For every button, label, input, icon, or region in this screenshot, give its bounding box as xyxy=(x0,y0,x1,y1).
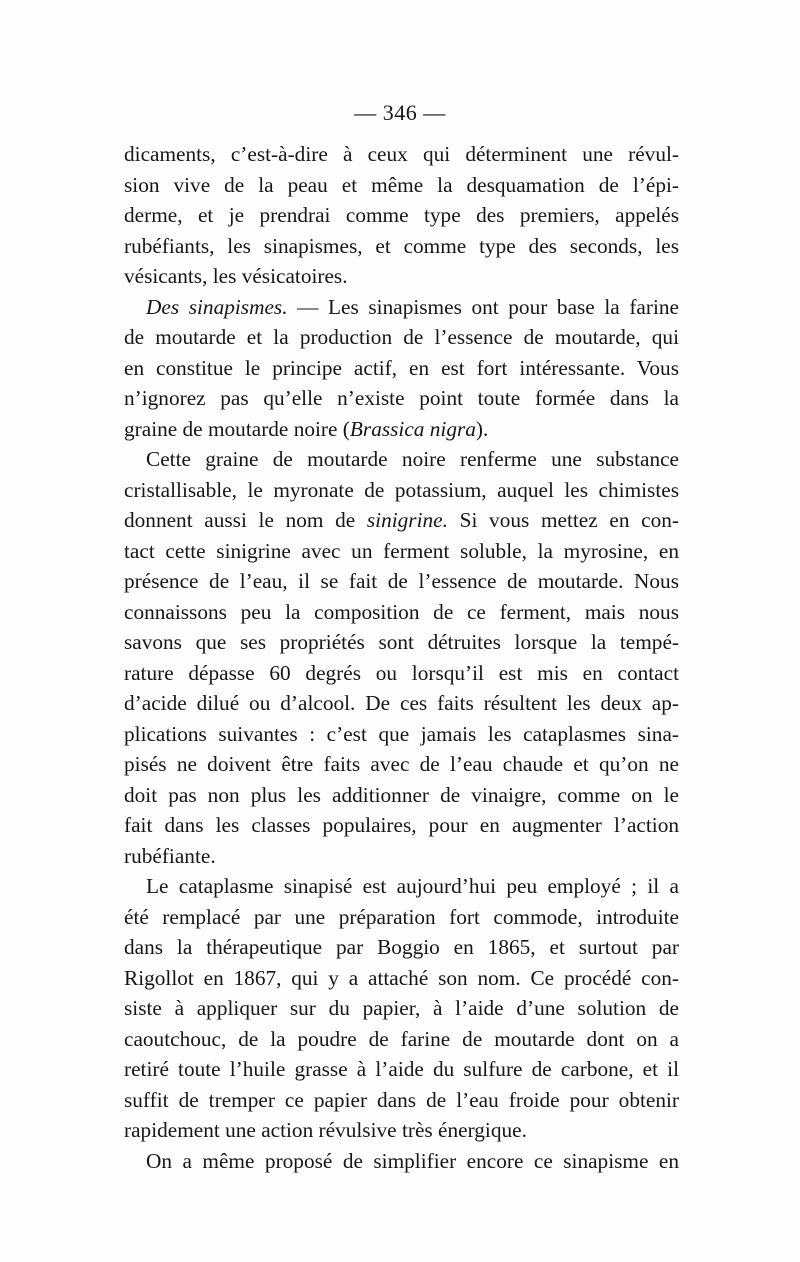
paragraph-lines xyxy=(124,139,679,1176)
text-line: fait dans les classes populaires, pour en augmenter l’action xyxy=(124,813,679,837)
text-line: vésicants, les vésicatoires. xyxy=(124,264,348,288)
text-line: présence de l’eau, il se fait de l’essence de moutarde. Nous xyxy=(124,569,679,593)
text-line: Cette graine de moutarde noire renferme une substance xyxy=(146,447,679,471)
text-line: rapidement une action révulsive très énergique. xyxy=(124,1118,527,1142)
text-line: Des sinapismes. — Les sinapismes ont pour base la farine xyxy=(146,294,679,319)
text-line: été remplacé par une préparation fort commode, introduite xyxy=(124,904,679,929)
text-line: donnent aussi le nom de sinigrine. Si vous mettez en con- xyxy=(124,508,679,532)
text-line: cristallisable, le myronate de potassium, auquel les chimistes xyxy=(124,477,679,502)
text-line: rubéfiants, les sinapismes, et comme type des seconds, les xyxy=(124,233,679,258)
italic-term: Brassica nigra xyxy=(349,416,476,441)
text-line: siste à appliquer sur du papier, à l’aide d’une solution de xyxy=(124,996,679,1020)
text-line: doit pas non plus les additionner de vinaigre, comme on le xyxy=(124,782,679,807)
text-line: en constitue le principe actif, en est fort intéressante. Vous xyxy=(124,355,679,380)
text-line: retiré toute l’huile grasse à l’aide du sulfure de carbone, et il xyxy=(124,1057,679,1081)
text-line: dans la thérapeutique par Boggio en 1865, et surtout par xyxy=(124,935,679,959)
text-line: plications suivantes : c’est que jamais les cataplasmes sina- xyxy=(124,721,679,746)
text-line: Le cataplasme sinapisé est aujourd’hui peu employé ; il a xyxy=(146,874,679,898)
text-line: rubéfiante. xyxy=(124,843,216,868)
body-text xyxy=(124,139,679,1176)
italic-heading: Des sinapismes. xyxy=(146,294,288,319)
text-line: savons que ses propriétés sont détruites lorsque la tempé- xyxy=(124,630,679,654)
page-number: — 346 — xyxy=(354,100,446,125)
text-line: pisés ne doivent être faits avec de l’eau chaude et qu’on ne xyxy=(124,752,679,776)
text-line: n’ignorez pas qu’elle n’existe point toute formée dans la xyxy=(124,386,679,410)
text-line: graine de moutarde noire (Brassica nigra). xyxy=(124,416,489,441)
text-line: Rigollot en 1867, qui y a attaché son nom. Ce procédé con- xyxy=(124,965,679,990)
text-line: connaissons peu la composition de ce ferment, mais nous xyxy=(124,599,679,624)
italic-term: sinigrine. xyxy=(366,508,448,532)
text-line: de moutarde et la production de l’essence de moutarde, qui xyxy=(124,325,679,349)
text-line: caoutchouc, de la poudre de farine de moutarde dont on a xyxy=(124,1026,679,1051)
text-line: rature dépasse 60 degrés ou lorsqu’il est mis en contact xyxy=(124,660,679,685)
text-line: tact cette sinigrine avec un ferment soluble, la myrosine, en xyxy=(124,538,679,563)
text-line: On a même proposé de simplifier encore ce sinapisme en xyxy=(146,1148,679,1173)
text-line: sion vive de la peau et même la desquamation de l’épi- xyxy=(124,172,679,197)
text-line: suffit de tremper ce papier dans de l’eau froide pour obtenir xyxy=(124,1087,679,1112)
text-line: dicaments, c’est-à-dire à ceux qui déterminent une révul- xyxy=(124,142,679,166)
text-line: derme, et je prendrai comme type des premiers, appelés xyxy=(124,203,679,227)
text-line: d’acide dilué ou d’alcool. De ces faits résultent les deux ap- xyxy=(124,691,679,715)
